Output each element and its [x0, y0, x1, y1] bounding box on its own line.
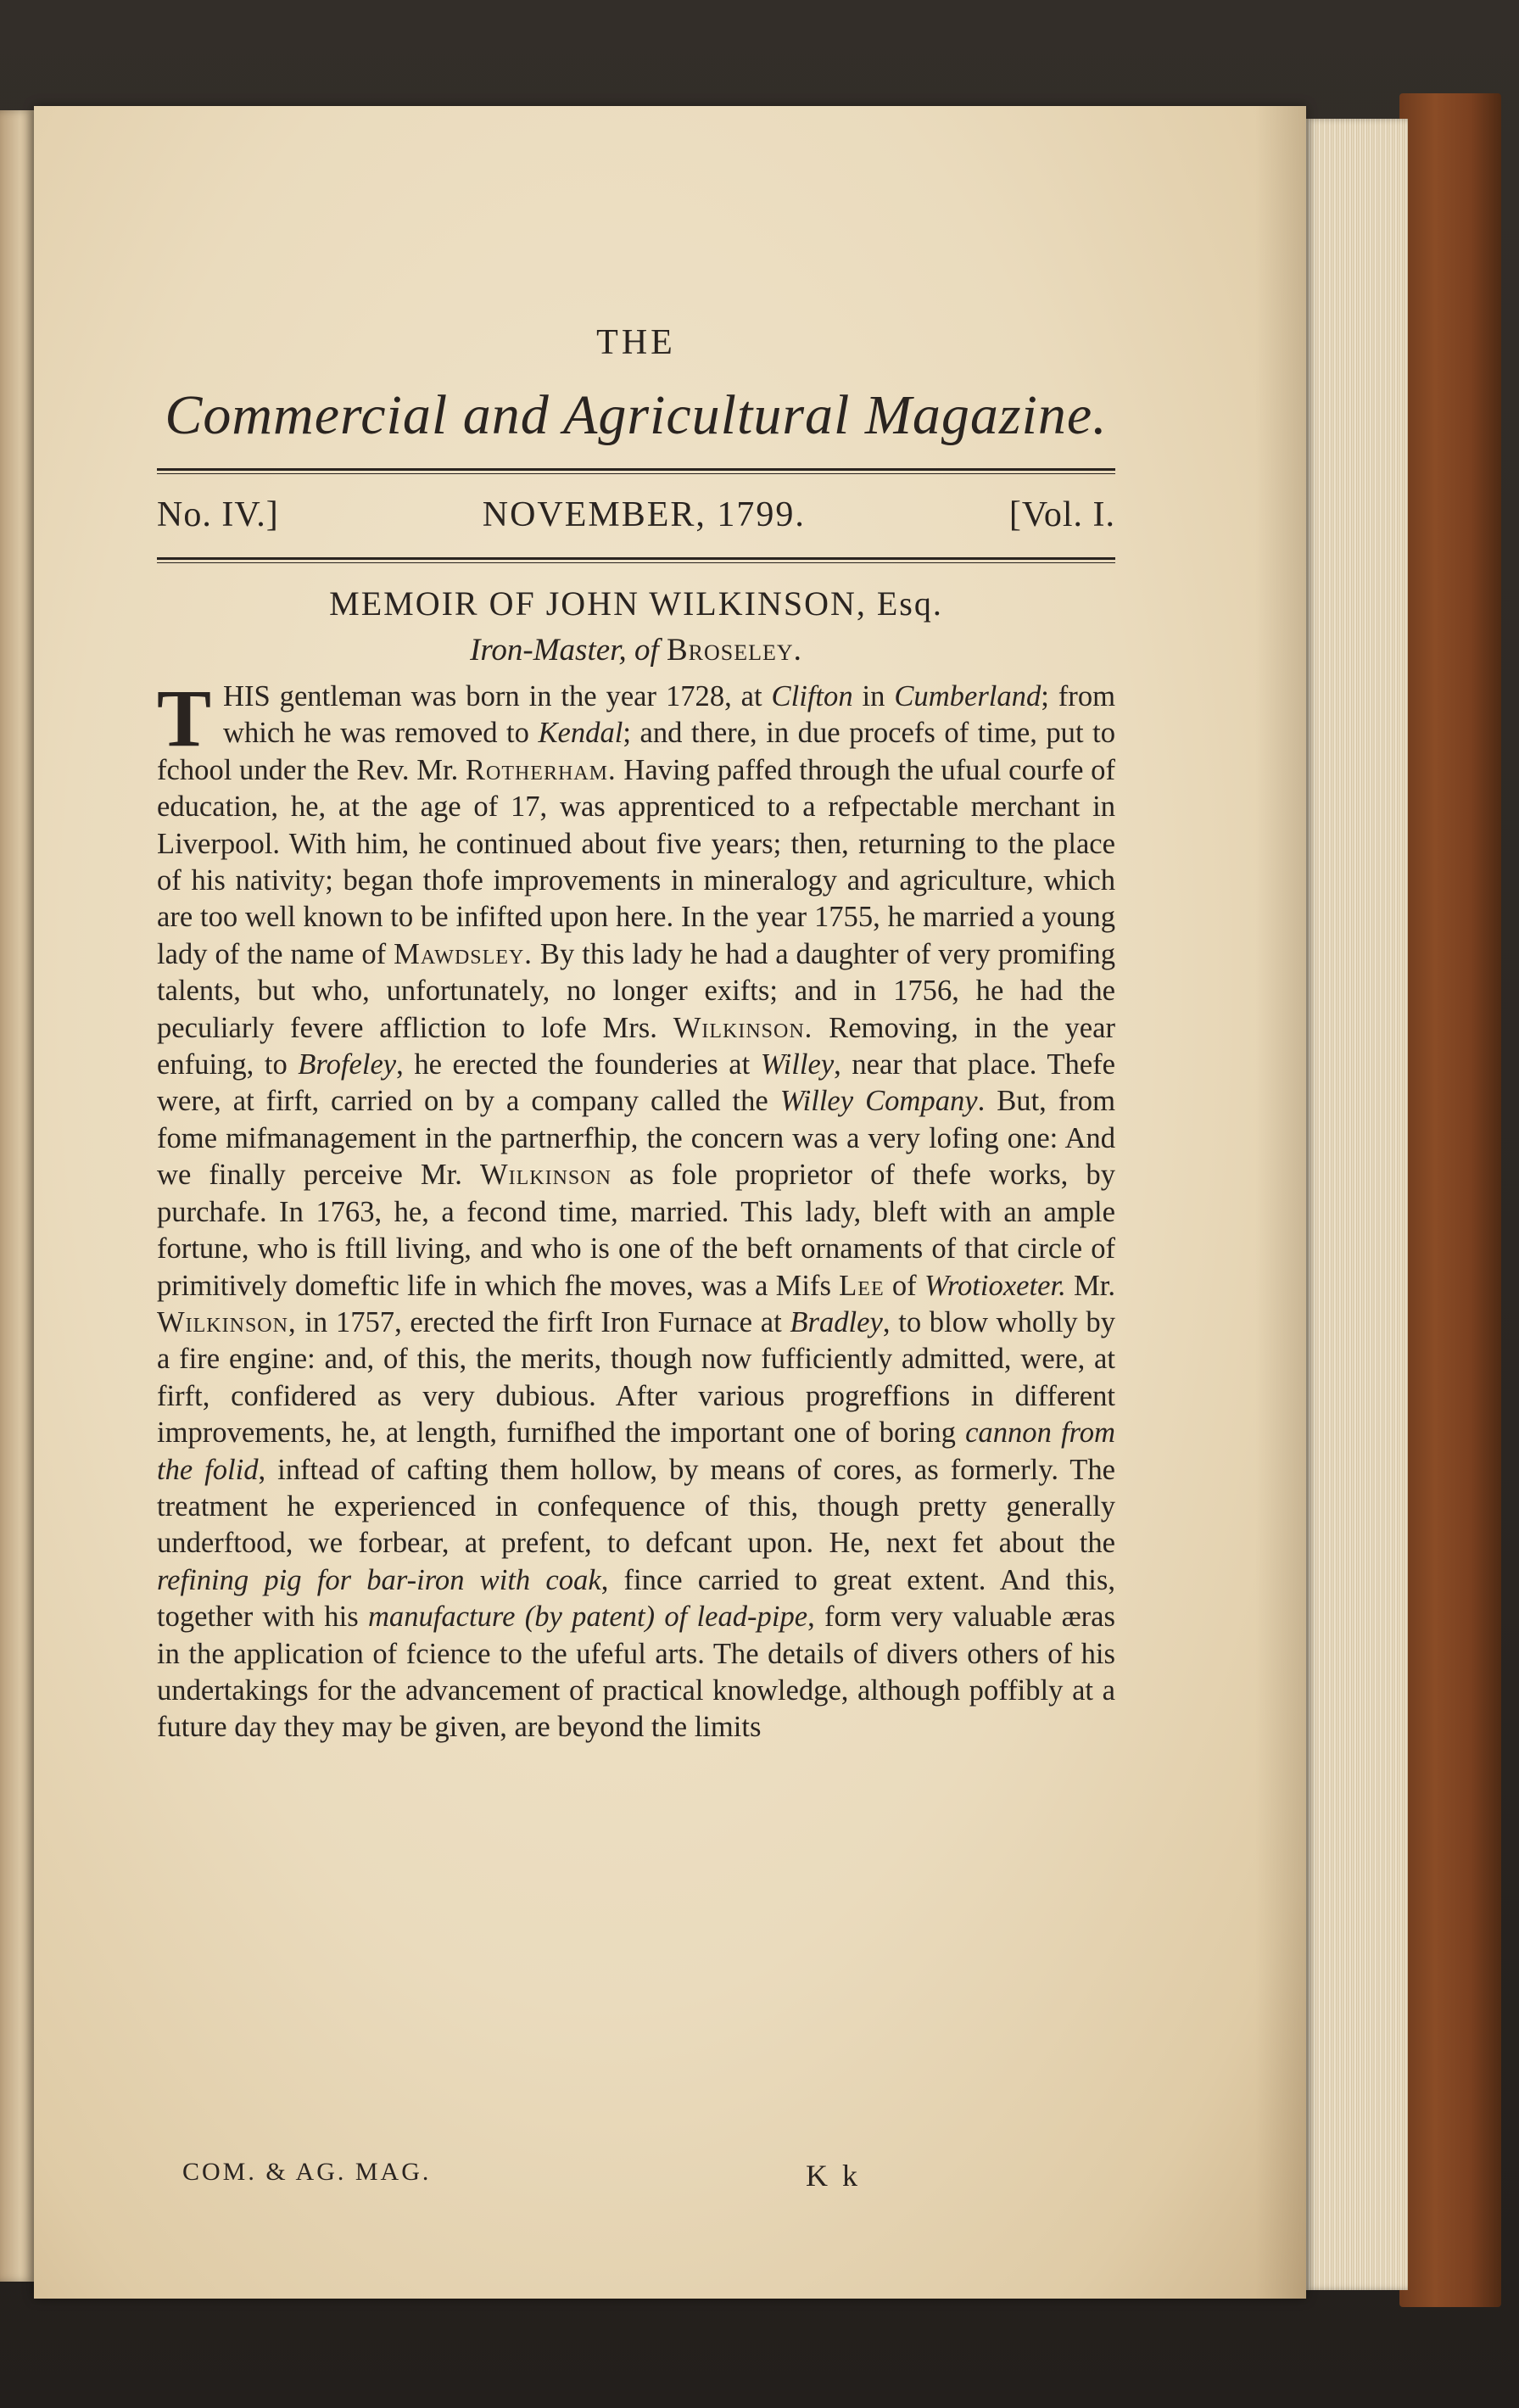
body-segment: Lee — [839, 1269, 885, 1302]
body-segment: Cumberland — [894, 680, 1042, 712]
issue-volume: [Vol. I. — [1008, 495, 1115, 534]
body-segment: Mr. — [1065, 1269, 1115, 1302]
body-segment: Brofeley — [298, 1048, 397, 1081]
drop-cap: T — [157, 679, 212, 763]
page-content — [157, 322, 1115, 2193]
magazine-title: Commercial and Agricultural Magazine. — [165, 384, 1108, 446]
body-segment: ; and there, in due procefs of time, put to fchool under the Rev. Mr. — [157, 717, 1115, 786]
issue-date: NOVEMBER, 1799. — [482, 495, 806, 534]
body-text-run — [157, 680, 1115, 1743]
body-segment: . But, from fome mifmanagement in the partnerfhip, the concern was a very lofing one: And we finally perceive Mr. — [157, 1085, 1115, 1192]
subtitle-occupation: Iron-Master, of — [470, 633, 659, 668]
body-segment: Wilkinson — [479, 1159, 612, 1192]
body-paragraph — [157, 679, 1115, 1746]
body-segment: manufacture (by patent) of lead-pipe — [367, 1601, 808, 1634]
top-rule — [157, 468, 1115, 474]
body-segment: in — [852, 680, 895, 712]
article-subtitle — [157, 632, 1115, 668]
body-segment: Wilkinson. — [673, 1011, 813, 1044]
body-segment: refining pig for bar-iron with coak — [157, 1563, 601, 1596]
body-segment: Clifton — [771, 680, 853, 712]
page-footer — [157, 2158, 1115, 2193]
left-page-edge — [0, 110, 34, 2282]
subtitle-place: Broseley. — [666, 633, 802, 668]
signature-mark: K k — [806, 2159, 861, 2193]
body-segment: Bradley — [790, 1305, 883, 1338]
body-segment: Wrotioxeter. — [924, 1269, 1066, 1302]
body-segment: of — [884, 1269, 924, 1302]
body-segment: Willey — [760, 1048, 835, 1081]
body-segment: , form very valuable æras in the application of fcience to the ufeful arts. The details of divers others of his undertakings for the advancement of practical knowledge, although poffibly at a future day they may be given, are beyond the limits — [157, 1601, 1115, 1744]
body-segment: Kendal — [538, 717, 623, 750]
body-segment: By this lady he had a daughter of very promifing talents, but who, unfortunately, no longer exifts; and in 1756, he had the peculiarly fevere affliction to lofe Mrs. — [157, 937, 1115, 1044]
body-segment: Removing, in the year enfuing, to — [157, 1011, 1115, 1081]
footer-journal: COM. & AG. MAG. — [182, 2158, 432, 2186]
body-segment: , near that place. Thefe were, at firft, carried on by a company called the — [157, 1048, 1115, 1118]
body-segment: , he erected the founderies at — [396, 1048, 761, 1081]
body-segment: Rotherham. — [465, 753, 617, 786]
masthead-article: THE — [596, 323, 676, 362]
book-cover-edge — [1399, 93, 1501, 2307]
body-segment: HIS gentleman was born in the year 1728, at — [223, 680, 772, 712]
article-body — [157, 679, 1115, 2154]
bottom-rule — [157, 557, 1115, 563]
body-segment: cannon from the folid — [157, 1416, 1115, 1486]
body-segment: Wilkinson, — [157, 1305, 297, 1338]
body-segment: Having paffed through the ufual courfe of education, he, at the age of 17, was apprenticed to a refpectable merchant in Liverpool. With him, he continued about five years; then, returning to the place of his nativity; began thofe improvements in mineralogy and agriculture, which are too well known to be infifted upon here. In the year 1755, he married a young lady of the name of — [157, 753, 1115, 970]
page-fore-edge — [1306, 119, 1408, 2290]
issue-line — [157, 474, 1115, 557]
body-segment: , to blow wholly by a fire engine: and, of this, the merits, though now fufficiently admitted, were, at firft, confidered as very dubious. After various progreffions in different improvements, he, at length, furnifhed the important one of boring — [157, 1305, 1115, 1450]
body-segment: ; from which he was removed to — [223, 680, 1115, 750]
article-title: MEMOIR OF JOHN WILKINSON, Esq. — [329, 584, 943, 623]
body-segment: Willey Company — [779, 1085, 978, 1118]
body-segment: , fince carried to great extent. And this, together with his — [157, 1563, 1115, 1634]
body-segment: as fole proprietor of thefe works, by purchafe. In 1763, he, a fecond time, married. This lady, bleft with an ample fortune, who is ftill living, and who is one of the beft ornaments of that circle of primitively domeftic life in which fhe moves, was a Mifs — [157, 1159, 1115, 1302]
body-segment: Mawdsley. — [394, 937, 533, 970]
body-segment: in 1757, erected the firft Iron Furnace at — [296, 1305, 790, 1338]
body-segment: , inftead of cafting them hollow, by means of cores, as formerly. The treatment he experienced in confequence of this, though pretty generally underftood, we forbear, at prefent, to defcant upon. He, next fet about the — [157, 1453, 1115, 1560]
issue-number: No. IV.] — [157, 495, 279, 534]
